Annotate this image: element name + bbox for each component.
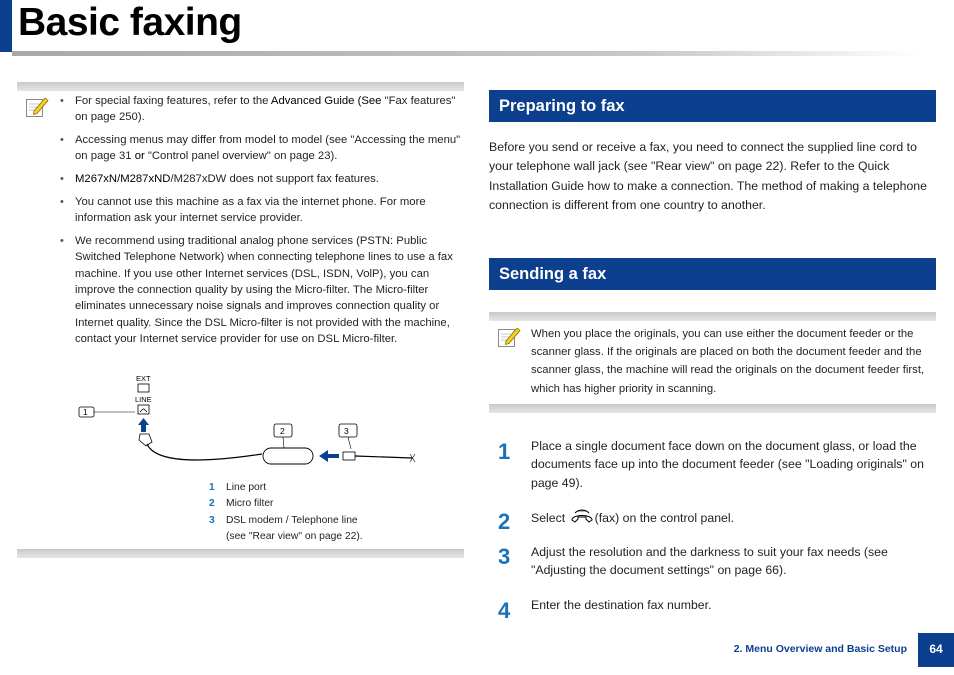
insert-arrow-up bbox=[138, 418, 149, 432]
step-text: Select (fax) on the control panel. bbox=[531, 508, 941, 527]
insert-arrow-left bbox=[319, 450, 339, 462]
note-pencil-icon bbox=[25, 95, 49, 119]
fax-icon bbox=[569, 508, 595, 526]
step-text: Adjust the resolution and the darkness to suit your fax needs (see "Adjusting the document settings" on page 66). bbox=[531, 545, 888, 578]
ext-label: EXT bbox=[136, 374, 151, 383]
footer-section-label: 2. Menu Overview and Basic Setup bbox=[733, 643, 907, 655]
micro-filter bbox=[263, 448, 313, 464]
legend-item: 1 Line port bbox=[209, 482, 267, 493]
step-number: 2 bbox=[498, 509, 511, 534]
page-number: 64 bbox=[918, 633, 954, 667]
diagram-legend bbox=[209, 480, 363, 545]
modem-plug bbox=[343, 452, 355, 460]
title-underline bbox=[12, 51, 918, 56]
step-text: Place a single document face down on the document glass, or load the documents face up into the document feeder (see "Loading originals" on page 49). bbox=[531, 439, 924, 490]
legend-item: 2 Micro filter bbox=[209, 498, 274, 510]
note-bullet-list bbox=[75, 93, 465, 354]
list-item: • We recommend using traditional analog phone services (PSTN: Public Switched Telephone Network) when connecting telephone lines to use a fax machine. If you use other Internet services (DSL, ISDN, VolP), you can improve the connection quality by using the Micro-filter. The Micro-filter eliminates unnecessary noise signals and improves connection quality or Internet quality. Since the DSL Micro-filter is not provided with the machine, contact your Internet service provider for use on DSL Micro-filter. bbox=[75, 233, 465, 347]
cord bbox=[147, 444, 262, 460]
step-number: 4 bbox=[498, 598, 511, 623]
note-box bbox=[17, 82, 464, 558]
section-heading-preparing: Preparing to fax bbox=[489, 90, 936, 122]
callout-2-label: 2 bbox=[280, 426, 285, 436]
callout-3-label: 3 bbox=[344, 426, 349, 436]
ext-port bbox=[138, 384, 149, 392]
note-top-bar bbox=[489, 312, 936, 321]
list-item: • You cannot use this machine as a fax via the internet phone. For more information ask your internet service provider. bbox=[75, 194, 465, 227]
line-plug bbox=[139, 434, 152, 446]
list-item: • Accessing menus may differ from model to model (see "Accessing the menu" on page 31 or "Control panel overview" on page 23). bbox=[75, 132, 465, 165]
step-number: 3 bbox=[498, 544, 511, 569]
legend-item: 3 DSL modem / Telephone line bbox=[209, 514, 358, 526]
note-pencil-icon bbox=[497, 325, 521, 349]
page-title: Basic faxing bbox=[18, 1, 242, 44]
note-bottom-bar bbox=[17, 549, 464, 558]
title-accent-bar bbox=[0, 0, 12, 52]
legend-item: (see "Rear view" on page 22). bbox=[226, 530, 363, 542]
step-number: 1 bbox=[498, 439, 511, 464]
list-item: • M267xN/M287xND/M287xDW does not support fax features. bbox=[75, 171, 465, 187]
modem-cord bbox=[355, 456, 412, 458]
step-text: Enter the destination fax number. bbox=[531, 598, 712, 612]
preparing-paragraph: Before you send or receive a fax, you need to connect the supplied line cord to your telephone wall jack (see "Rear view" on page 22). Refer to the Quick Installation Guide how to make a connection. The method of making a telephone connection is different from one country to another. bbox=[489, 140, 927, 212]
note-top-bar bbox=[17, 82, 464, 91]
line-port bbox=[138, 405, 149, 414]
list-item: • For special faxing features, refer to the Advanced Guide (See "Fax features" on page 250). bbox=[75, 93, 465, 126]
microfilter-diagram bbox=[77, 372, 417, 467]
note-bottom-bar bbox=[489, 404, 936, 413]
callout-1-label: 1 bbox=[83, 407, 88, 417]
sending-note-box bbox=[489, 312, 936, 413]
line-label: LINE bbox=[135, 395, 152, 404]
sending-note-text: When you place the originals, you can use either the document feeder or the scanner glass. If the originals are placed on both the document feeder and the scanner glass, the machine will read the originals on the document feeder first, which has higher priority in scanning. bbox=[531, 328, 925, 395]
section-heading-sending: Sending a fax bbox=[489, 258, 936, 290]
